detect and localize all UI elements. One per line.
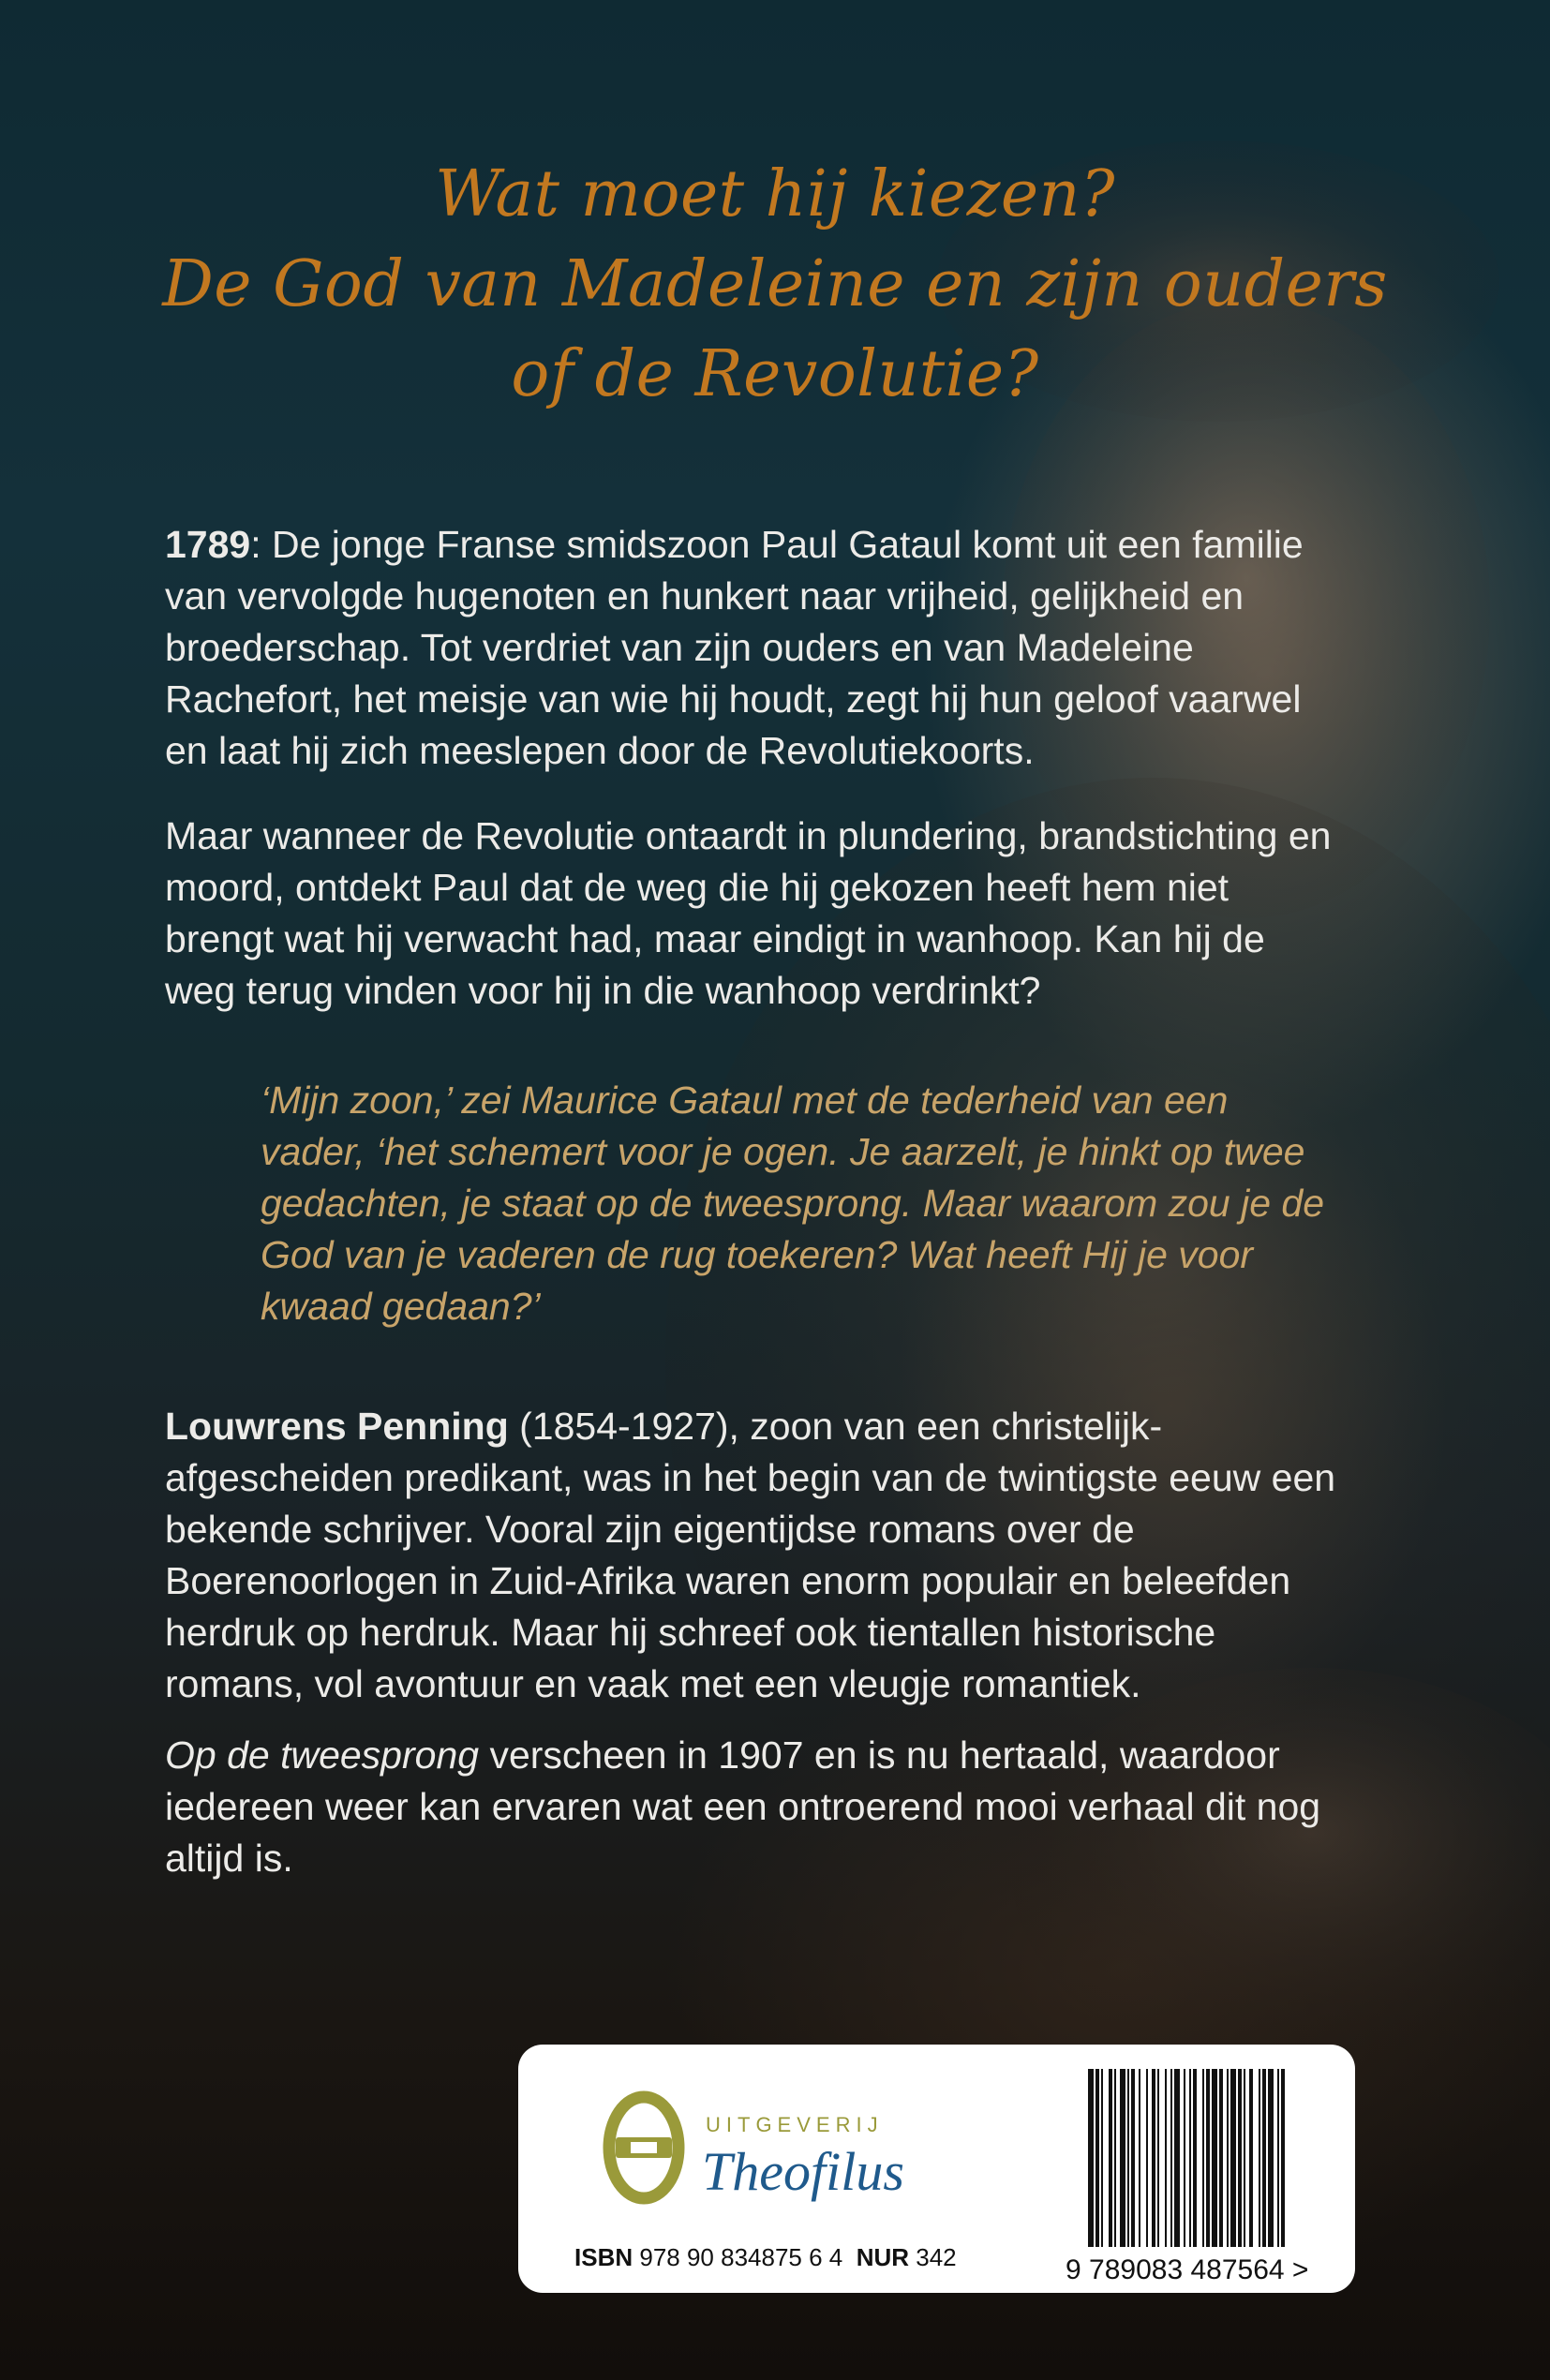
- headline-line-1: Wat moet hij kiezen?: [435, 157, 1115, 231]
- barcode: [1064, 2061, 1345, 2286]
- closing-text: verscheen in 1907 en is nu hertaald, waardoor iedereen weer kan ervaren wat een ontroerend mooi verhaal dit nog altijd is.: [165, 1733, 1321, 1880]
- publisher-card: [518, 2045, 1355, 2293]
- barcode-bars: [1088, 2069, 1285, 2247]
- author-name: Louwrens Penning: [165, 1405, 509, 1448]
- nur-value: 342: [916, 2243, 957, 2271]
- headline: [0, 150, 1550, 420]
- intro-year: 1789: [165, 523, 251, 566]
- intro-paragraph: [165, 519, 1346, 777]
- author-text: (1854-1927), zoon van een christelijk-afgescheiden predikant, was in het begin van de twintigste eeuw een bekende schrijver. Vooral zijn eigentijdse romans over de Boerenoorlogen in Zuid-Afrika waren enorm populair en beleefden herdruk op herdruk. Maar hij schreef ook tientallen historische romans, vol avontuur en vaak met een vleugje romantiek.: [165, 1405, 1336, 1705]
- nur-label: NUR: [856, 2243, 910, 2271]
- quote-paragraph: ‘Mijn zoon,’ zei Maurice Gataul met de tederheid van een vader, ‘het schemert voor je ogen. Je aarzelt, je hinkt op twee gedachten, je staat op de tweesprong. Maar waarom zou je de God van je vaderen de rug toekeren? Wat heeft Hij je voor kwaad gedaan?’: [261, 1078, 1325, 1328]
- author-paragraph: [165, 1401, 1346, 1710]
- book-title: Op de tweesprong: [165, 1733, 480, 1777]
- publisher-name: Theofilus: [702, 2141, 904, 2202]
- headline-line-3: of de Revolutie?: [511, 337, 1039, 411]
- theta-logo-icon: [603, 2090, 685, 2206]
- isbn-value: 978 90 834875 6 4: [639, 2243, 843, 2271]
- headline-line-2: De God van Madeleine en zijn ouders: [162, 247, 1388, 321]
- publisher-label: UITGEVERIJ: [706, 2113, 884, 2136]
- intro-text: : De jonge Franse smidszoon Paul Gataul komt uit een familie van vervolgde hugenoten en hunkert naar vrijheid, gelijkheid en broederschap. Tot verdriet van zijn ouders en van Madeleine Rachefort, het meisje van wie hij houdt, zegt hij hun geloof vaarwel en laat hij zich meeslepen door de Revolutiekoorts.: [165, 523, 1304, 772]
- isbn-label: ISBN: [574, 2243, 633, 2271]
- second-paragraph: Maar wanneer de Revolutie ontaardt in plundering, brandstichting en moord, ontdekt Paul dat de weg die hij gekozen heeft hem niet brengt wat hij verwacht had, maar eindigt in wanhoop. Kan hij de weg terug vinden voor hij in die wanhoop verdrinkt?: [165, 814, 1332, 1012]
- isbn-line: [574, 2243, 957, 2272]
- closing-paragraph: [165, 1730, 1346, 1884]
- barcode-digits: 9 789083 487564 >: [1066, 2254, 1309, 2285]
